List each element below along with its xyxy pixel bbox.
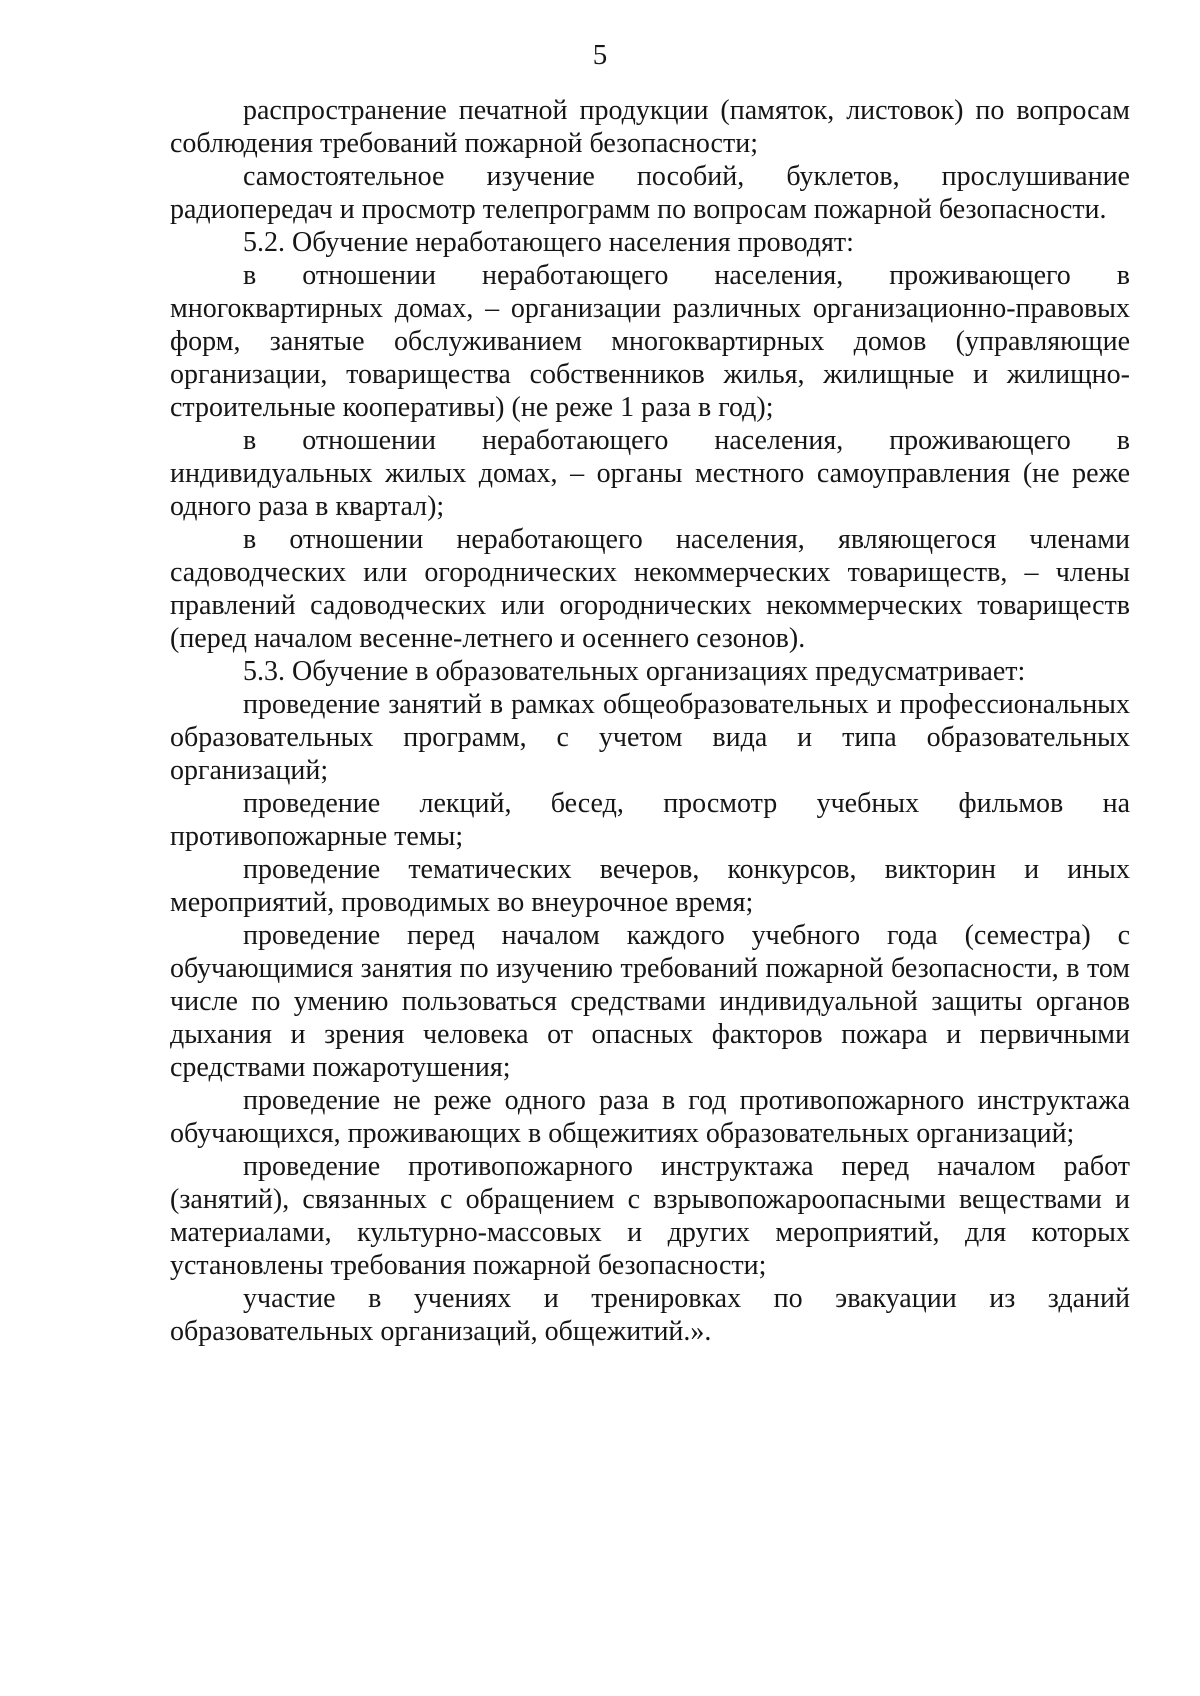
paragraph-evacuation-drills: участие в учениях и тренировках по эвакуации из зданий образовательных организаций, общежитий.». (170, 1283, 1130, 1347)
section-5-2-heading: 5.2. Обучение неработающего населения проводят: (243, 227, 854, 258)
paragraph-apartment-residents: в отношении неработающего населения, проживающего в многоквартирных домах, – организации различных организационно-правовых форм, занятые обслуживанием многоквартирных домов (управляющие организации, товарищества собственников жилья, жилищные и жилищно-строительные кооперативы) (не реже 1 раза в год); (170, 260, 1130, 423)
paragraph-start-of-year-training: проведение перед началом каждого учебного года (семестра) с обучающимися занятия по изучению требований пожарной безопасности, в том числе по умению пользоваться средствами индивидуальной защиты органов дыхания и зрения человека от опасных факторов пожара и первичными средствами пожаротушения; (170, 920, 1130, 1083)
paragraph-printed-materials: распространение печатной продукции (памяток, листовок) по вопросам соблюдения требований пожарной безопасности; (170, 95, 1130, 159)
paragraph-thematic-events: проведение тематических вечеров, конкурсов, викторин и иных мероприятий, проводимых во внеурочное время; (170, 854, 1130, 918)
section-5-3-heading: 5.3. Обучение в образовательных организациях предусматривает: (243, 656, 1026, 687)
paragraph-lectures: проведение лекций, бесед, просмотр учебных фильмов на противопожарные темы; (170, 788, 1130, 852)
paragraph-private-houses: в отношении неработающего населения, проживающего в индивидуальных жилых домах, – органы местного самоуправления (не реже одного раза в квартал); (170, 425, 1130, 522)
paragraph-hazard-briefing: проведение противопожарного инструктажа перед началом работ (занятий), связанных с обращением с взрывопожароопасными веществами и материалами, культурно-массовых и других мероприятий, для которых установлены требования пожарной безопасности; (170, 1151, 1130, 1281)
paragraph-classes: проведение занятий в рамках общеобразовательных и профессиональных образовательных программ, с учетом вида и типа образовательных организаций; (170, 689, 1130, 786)
paragraph-self-study: самостоятельное изучение пособий, буклетов, прослушивание радиопередач и просмотр телепрограмм по вопросам пожарной безопасности. (170, 161, 1130, 225)
paragraph-dormitory-briefing: проведение не реже одного раза в год противопожарного инструктажа обучающихся, проживающих в общежитиях образовательных организаций; (170, 1085, 1130, 1149)
paragraph-garden-partnerships: в отношении неработающего населения, являющегося членами садоводческих или огороднических некоммерческих товариществ, – члены правлений садоводческих или огороднических некоммерческих товариществ (перед началом весенне-летнего и осеннего сезонов). (170, 524, 1130, 654)
document-body (170, 94, 1130, 1348)
page-number: 5 (592, 39, 608, 71)
